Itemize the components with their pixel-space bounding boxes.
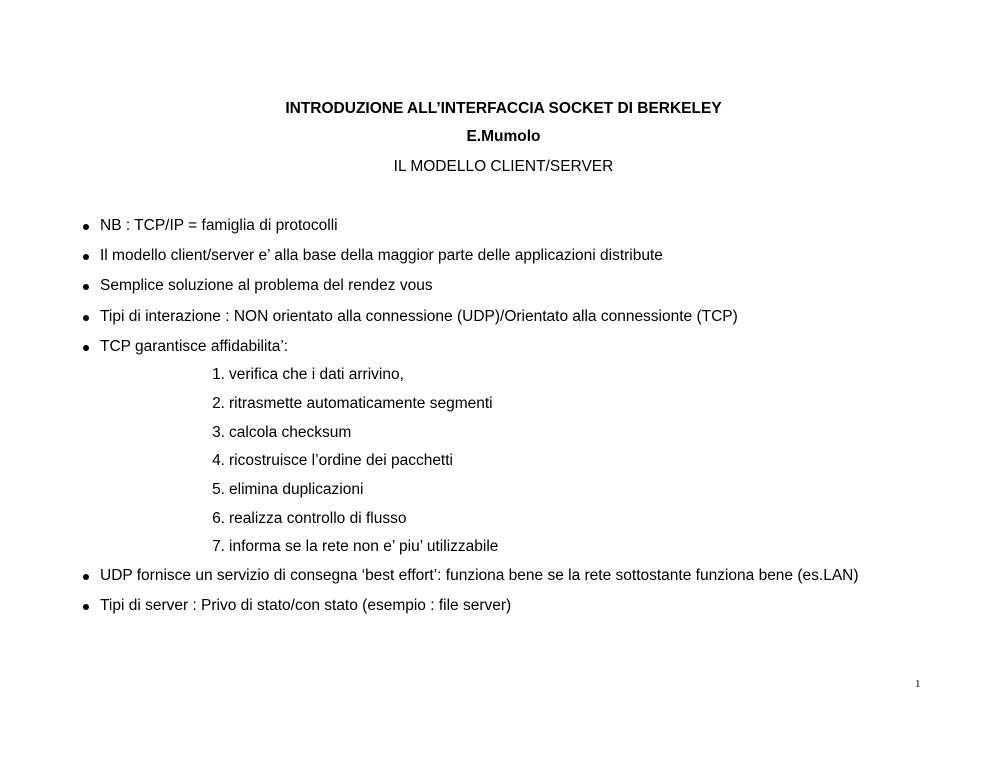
bullet-item: Semplice soluzione al problema del rendez vous [100,277,433,294]
item-number: 6. [212,510,225,527]
page-number: 1 [915,678,921,690]
bullet-item: UDP fornisce un servizio di consegna ‘best effort’: funziona bene se la rete sottostante funziona bene (es.LAN) [100,567,859,584]
item-text: ricostruisce l’ordine dei pacchetti [229,452,453,469]
bullet-item: Tipi di server : Privo di stato/con stato (esempio : file server) [100,597,512,614]
bullet-item: Tipi di interazione : NON orientato alla connessione (UDP)/Orientato alla connessionte (TCP) [100,308,738,325]
numbered-item [212,395,493,413]
numbered-item [212,452,453,470]
item-number: 1. [212,366,225,383]
item-text: ritrasmette automaticamente segmenti [229,395,493,412]
item-text: informa se la rete non e’ piu’ utilizzabile [229,538,499,555]
document-subtitle: IL MODELLO CLIENT/SERVER [393,158,614,175]
item-number: 4. [212,452,225,469]
numbered-item [212,481,364,499]
item-text: calcola checksum [229,424,352,441]
bullet-item: NB : TCP/IP = famiglia di protocolli [100,217,338,234]
item-number: 2. [212,395,225,412]
item-text: elimina duplicazioni [229,481,364,498]
bullet-item: TCP garantisce affidabilita’: [100,338,289,355]
numbered-item [212,538,499,556]
item-number: 5. [212,481,225,498]
numbered-item [212,510,407,528]
item-text: realizza controllo di flusso [229,510,407,527]
item-text: verifica che i dati arrivino, [229,366,404,383]
numbered-item [212,366,404,384]
numbered-item [212,424,352,442]
item-number: 7. [212,538,225,555]
item-number: 3. [212,424,225,441]
document-title: INTRODUZIONE ALL’INTERFACCIA SOCKET DI BERKELEY [285,100,722,117]
bullet-item: Il modello client/server e’ alla base della maggior parte delle applicazioni distribute [100,247,663,264]
document-author: E.Mumolo [466,128,541,145]
